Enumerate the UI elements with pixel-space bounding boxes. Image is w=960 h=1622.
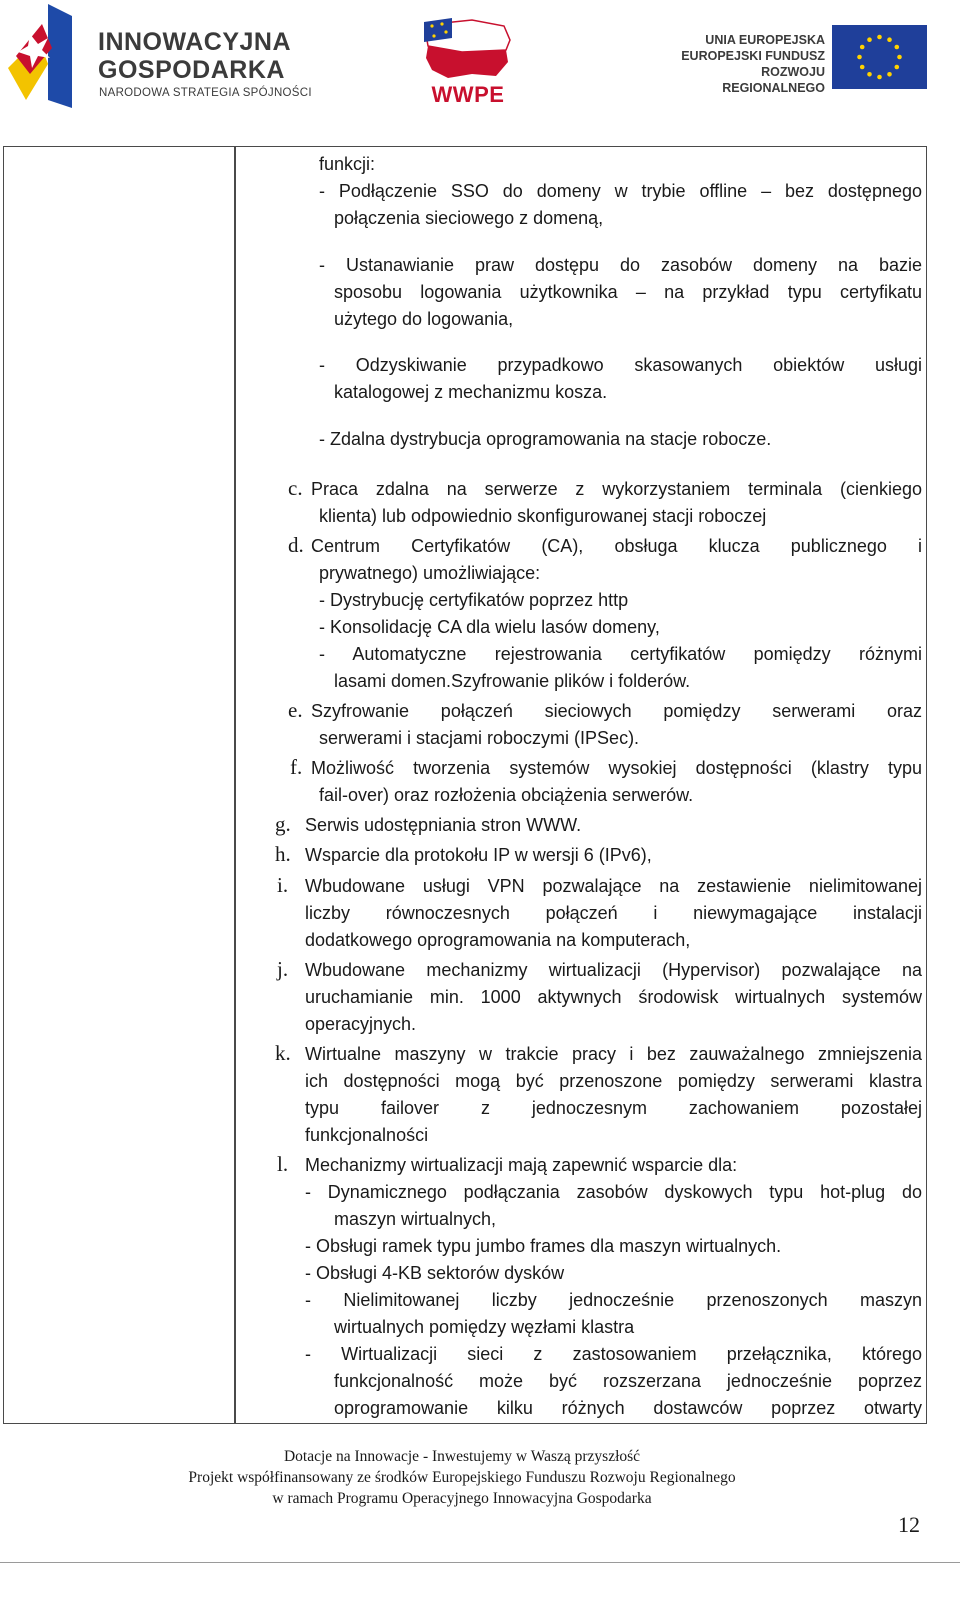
innowacyjna-gospodarka-logo	[8, 4, 338, 108]
text-line: Wirtualne maszyny w trakcie pracy i bez zauważalnego zmniejszenia	[305, 1044, 922, 1064]
text-line: oprogramowanie kilku różnych dostawców poprzez otwarty	[334, 1398, 922, 1418]
eu-logo	[680, 25, 930, 97]
text-line: Serwis udostępniania stron WWW.	[305, 815, 582, 835]
text-line: Wbudowane usługi VPN pozwalające na zestawienie nielimitowanej	[305, 876, 922, 896]
text-line: funkcjonalności	[305, 1125, 429, 1145]
eu-line-1: UNIA EUROPEJSKA	[705, 33, 825, 47]
text-line: - Automatyczne rejestrowania certyfikatów pomiędzy różnymi	[319, 644, 922, 664]
text-line: połączenia sieciowego z domeną,	[334, 208, 604, 228]
eu-text	[680, 32, 825, 96]
eu-line-3: ROZWOJU REGIONALNEGO	[722, 65, 825, 95]
bottom-divider	[0, 1562, 960, 1563]
text-line: - Zdalna dystrybucja oprogramowania na stacje robocze.	[319, 429, 772, 449]
text-line: użytego do logowania,	[334, 309, 514, 329]
text-line: - Nielimitowanej liczby jednocześnie przenoszonych maszyn	[305, 1290, 922, 1310]
list-marker-e: e.	[288, 698, 303, 722]
text-line: fail-over) oraz rozłożenia obciążenia serwerów.	[319, 785, 694, 805]
text-line: liczby równoczesnych połączeń i niewymagające instalacji	[305, 903, 922, 923]
list-marker-g: g.	[275, 812, 291, 836]
list-marker-l: l.	[277, 1152, 289, 1176]
list-marker-c: c.	[288, 476, 303, 500]
table-content-cell	[4, 147, 926, 1423]
text-line: funkcjonalność może być rozszerzana jednocześnie poprzez	[334, 1371, 922, 1391]
text-line: Centrum Certyfikatów (CA), obsługa klucza publicznego i	[311, 536, 922, 556]
text-line: Praca zdalna na serwerze z wykorzystaniem terminala (cienkiego	[311, 479, 922, 499]
list-marker-d: d.	[288, 533, 304, 557]
wwpe-logo	[422, 16, 514, 108]
specification-table	[3, 146, 927, 1424]
text-line: Mechanizmy wirtualizacji mają zapewnić wsparcie dla:	[305, 1155, 738, 1175]
text-line: - Odzyskiwanie przypadkowo skasowanych obiektów usługi	[319, 355, 922, 375]
list-marker-k: k.	[275, 1041, 291, 1065]
strategy-subtitle: NARODOWA STRATEGIA SPÓJNOŚCI	[99, 87, 312, 99]
text-line: - Podłączenie SSO do domeny w trybie offline – bez dostępnego	[319, 181, 922, 201]
text-line: Możliwość tworzenia systemów wysokiej dostępności (klastry typu	[311, 758, 922, 778]
list-marker-j: j.	[277, 957, 289, 981]
text-line: klienta) lub odpowiednio skonfigurowanej stacji roboczej	[319, 506, 767, 526]
text-line: ich dostępności mogą być przenoszone pomiędzy serwerami klastra	[305, 1071, 922, 1091]
eu-line-2: EUROPEJSKI FUNDUSZ	[681, 49, 825, 63]
text-line: dodatkowego oprogramowania na komputerach,	[305, 930, 691, 950]
text-line: - Obsługi ramek typu jumbo frames dla maszyn wirtualnych.	[305, 1236, 782, 1256]
page-footer	[0, 1446, 924, 1509]
text-line: serwerami i stacjami roboczymi (IPSec).	[319, 728, 640, 748]
text-line: - Obsługi 4-KB sektorów dysków	[305, 1263, 565, 1283]
list-marker-i: i.	[277, 873, 289, 897]
text-line: - Dynamicznego podłączania zasobów dyskowych typu hot-plug do	[305, 1182, 922, 1202]
text-line: katalogowej z mechanizmu kosza.	[334, 382, 608, 402]
footer-line-1: Dotacje na Innowacje - Inwestujemy w Waszą przyszłość	[283, 1448, 641, 1465]
footer-line-3: w ramach Programu Operacyjnego Innowacyjna Gospodarka	[272, 1490, 652, 1507]
text-line: - Konsolidację CA dla wielu lasów domeny,	[319, 617, 660, 637]
text-line: Wsparcie dla protokołu IP w wersji 6 (IPv6),	[305, 845, 652, 865]
gospodarka-title: GOSPODARKA	[98, 56, 285, 84]
innowacyjna-gospodarka-emblem-icon	[8, 4, 72, 108]
text-line: - Ustanawianie praw dostępu do zasobów domeny na bazie	[319, 255, 922, 275]
page-header	[0, 0, 960, 115]
text-line: sposobu logowania użytkownika – na przykład typu certyfikatu	[334, 282, 922, 302]
text-line: wirtualnych pomiędzy węzłami klastra	[334, 1317, 635, 1337]
text-line: maszyn wirtualnych,	[334, 1209, 497, 1229]
list-marker-h: h.	[275, 842, 291, 866]
text-line: - Dystrybucję certyfikatów poprzez http	[319, 590, 629, 610]
eu-flag-icon	[832, 25, 927, 89]
text-line: Wbudowane mechanizmy wirtualizacji (Hypervisor) pozwalające na	[305, 960, 922, 980]
text-line: - Wirtualizacji sieci z zastosowaniem przełącznika, którego	[305, 1344, 922, 1364]
footer-line-2: Projekt współfinansowany ze środków Europejskiego Funduszu Rozwoju Regionalnego	[188, 1469, 736, 1486]
text-line: Szyfrowanie połączeń sieciowych pomiędzy serwerami oraz	[311, 701, 922, 721]
text-line: uruchamianie min. 1000 aktywnych środowisk wirtualnych systemów	[305, 987, 922, 1007]
text-line: lasami domen.Szyfrowanie plików i folderów.	[334, 671, 691, 691]
text-line: typu failover z jednoczesnym zachowaniem pozostałej	[305, 1098, 922, 1118]
wwpe-label: WWPE	[431, 82, 505, 107]
text-line: operacyjnych.	[305, 1014, 417, 1034]
poland-map-icon	[422, 16, 514, 82]
text-line: funkcji:	[319, 154, 376, 174]
list-marker-f: f.	[290, 755, 303, 779]
page-number: 12	[898, 1512, 920, 1537]
text-line: prywatnego) umożliwiające:	[319, 563, 541, 583]
innowacyjna-title: INNOWACYJNA	[98, 28, 292, 56]
